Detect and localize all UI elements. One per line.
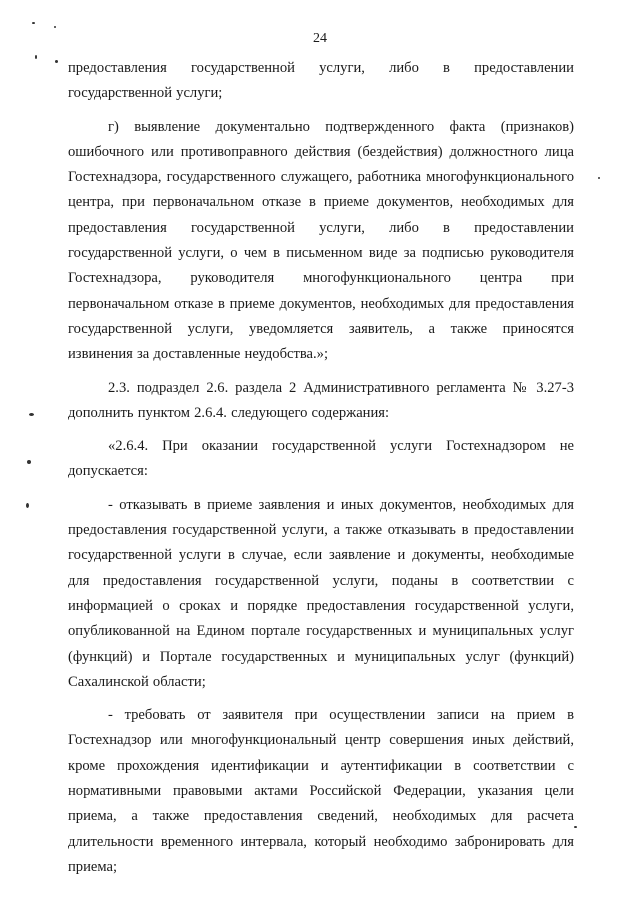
scan-speck	[598, 177, 600, 179]
scan-speck	[29, 413, 34, 416]
paragraph-dash-item-1: - отказывать в приеме заявления и иных документов, необходимых для предоставления государственной услуги, а также отказывать в предоставлении государственной услуги в случае, если заявление и документы, необходимые для предоставления государственной услуги, поданы в соответствии с информацией о сроках и порядке предоставления государственной услуги, опубликованной на Едином портале государственных и муниципальных услуг (функций) и Портале государственных и муниципальных услуг (функций) Сахалинской области;	[68, 496, 574, 690]
scan-speck	[26, 503, 29, 508]
scan-speck	[54, 26, 56, 28]
paragraph-item-g: г) выявление документально подтвержденного факта (признаков) ошибочного или противоправного действия (бездействия) должностного лица Гостехнадзора, государственного служащего, работника многофункционального центра, при первоначальном отказе в приеме документов, необходимых для предоставления государственной услуги, либо в предоставлении государственной услуги, о чем в письменном виде за подписью руководителя Гостехнадзора, руководителя многофункционального центра при первоначальном отказе в приеме документов, необходимых для предоставления государственной услуги, уведомляется заявитель, а также приносятся извинения за доставленные неудобства.»;	[68, 118, 574, 363]
paragraph-dash-item-2: - требовать от заявителя при осуществлении записи на прием в Гостехнадзор или многофункциональный центр совершения иных действий, кроме прохождения идентификации и аутентификации в соответствии с нормативными правовыми актами Российской Федерации, указания цели приема, а также предоставления сведений, необходимых для расчета длительности временного интервала, который необходимо забронировать для приема;	[68, 707, 574, 875]
document-body	[68, 56, 574, 880]
paragraph-continuation: предоставления государственной услуги, либо в предоставлении государственной услуги;	[68, 60, 574, 102]
page-number: 24	[313, 31, 327, 46]
scan-speck	[35, 55, 37, 59]
paragraph-clause-2-6-4: «2.6.4. При оказании государственной услуги Гостехнадзором не допускается:	[68, 438, 574, 480]
paragraph-amendment-2-3: 2.3. подраздел 2.6. раздела 2 Административного регламента № 3.27-3 дополнить пунктом 2.6.4. следующего содержания:	[68, 379, 574, 421]
scan-speck	[27, 460, 31, 464]
scan-speck	[55, 60, 58, 63]
scan-speck	[32, 22, 35, 24]
scan-speck	[574, 826, 577, 828]
